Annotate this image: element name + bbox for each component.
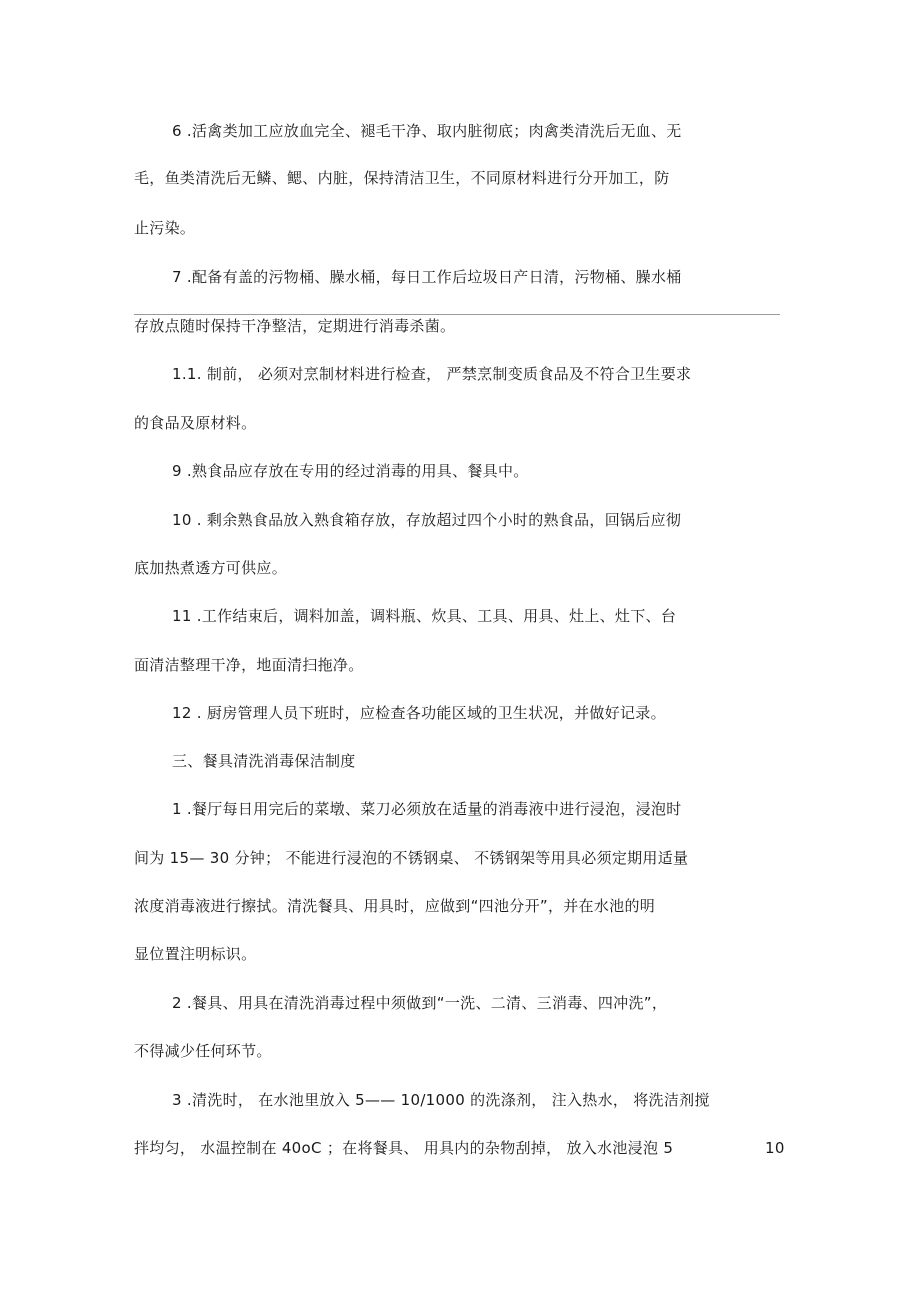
text-line: 1.1. 制前， 必须对烹制材料进行检查， 严禁烹制变质食品及不符合卫生要求 xyxy=(172,365,692,383)
text-line: 的食品及原材料。 xyxy=(134,414,257,432)
text-line: 间为 15— 30 分钟； 不能进行浸泡的不锈钢桌、 不锈钢架等用具必须定期用适量 xyxy=(134,849,689,867)
text-line: 7 .配备有盖的污物桶、臊水桶，每日工作后垃圾日产日清，污物桶、臊水桶 xyxy=(172,268,682,286)
text-line: 6 .活禽类加工应放血完全、褪毛干净、取内脏彻底；肉禽类清洗后无血、无 xyxy=(172,122,682,140)
text-line: 止污染。 xyxy=(134,219,196,237)
text-line: 毛，鱼类清洗后无鳞、鳃、内脏，保持清洁卫生，不同原材料进行分开加工，防 xyxy=(134,169,670,187)
text-line: 2 .餐具、用具在清洗消毒过程中须做到“一洗、二清、三消毒、四冲洗”， xyxy=(172,994,668,1012)
section-heading: 三、餐具清洗消毒保洁制度 xyxy=(172,752,356,770)
text-line: 拌均匀， 水温控制在 40oC ；在将餐具、 用具内的杂物刮掉， 放入水池浸泡 5 xyxy=(134,1139,674,1157)
text-line: 11 .工作结束后，调料加盖，调料瓶、炊具、工具、用具、灶上、灶下、台 xyxy=(172,607,677,625)
text-line: 存放点随时保持干净整洁，定期进行消毒杀菌。 xyxy=(134,317,456,335)
text-line: 3 .清洗时， 在水池里放入 5—— 10/1000 的洗涤剂， 注入热水， 将洗洁剂搅 xyxy=(172,1091,710,1109)
text-line: 显位置注明标识。 xyxy=(134,945,257,963)
text-line: 1 .餐厅每日用完后的菜墩、菜刀必须放在适量的消毒液中进行浸泡，浸泡时 xyxy=(172,800,682,818)
text-line: 9 .熟食品应存放在专用的经过消毒的用具、餐具中。 xyxy=(172,462,529,480)
text-line: 不得减少任何环节。 xyxy=(134,1042,272,1060)
text-line: 12 . 厨房管理人员下班时，应检查各功能区域的卫生状况，并做好记录。 xyxy=(172,704,666,722)
divider-line xyxy=(134,314,780,315)
page-number: 10 xyxy=(765,1139,785,1157)
text-line: 面清洁整理干净，地面清扫拖净。 xyxy=(134,656,364,674)
text-line: 底加热煮透方可供应。 xyxy=(134,559,288,577)
text-line: 10 . 剩余熟食品放入熟食箱存放，存放超过四个小时的熟食品，回锅后应彻 xyxy=(172,511,682,529)
text-line: 浓度消毒液进行擦拭。清洗餐具、用具时，应做到“四池分开”，并在水池的明 xyxy=(134,897,656,915)
